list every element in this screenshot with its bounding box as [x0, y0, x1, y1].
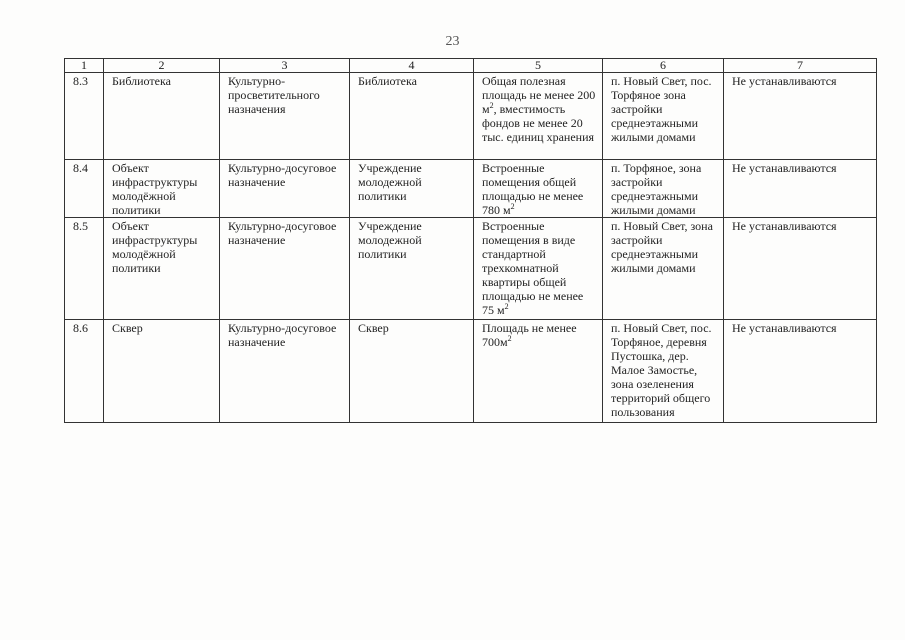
row-number: 8.6 — [65, 320, 104, 423]
object-name: Объект инфраструктуры молодёжной политики — [104, 218, 220, 320]
column-header: 2 — [104, 59, 220, 73]
table-row — [65, 73, 877, 160]
column-header: 7 — [724, 59, 877, 73]
object-name: Сквер — [104, 320, 220, 423]
object-limits: Не устанавливаются — [724, 73, 877, 160]
object-purpose: Культурно-досуговое назначение — [220, 160, 350, 218]
object-location: п. Новый Свет, пос. Торфяное, деревня Пустошка, дер. Малое Замостье, зона озеленения территорий общего пользования — [603, 320, 724, 423]
object-type: Учреждение молодежной политики — [350, 218, 474, 320]
object-type: Сквер — [350, 320, 474, 423]
object-purpose: Культурно-досуговое назначение — [220, 320, 350, 423]
column-header: 3 — [220, 59, 350, 73]
object-location: п. Торфяное, зона застройки среднеэтажными жилыми домами — [603, 160, 724, 218]
parameter-superscript: 2 — [510, 202, 515, 211]
parameter-text: Общая полезная площадь не менее 200 м — [482, 74, 596, 116]
object-purpose: Культурно-досуговое назначение — [220, 218, 350, 320]
parameter-text-tail: , вместимость фондов не менее 20 тыс. единиц хранения — [482, 102, 595, 144]
object-parameters — [474, 160, 603, 218]
object-parameters — [474, 73, 603, 160]
column-header: 1 — [65, 59, 104, 73]
object-location: п. Новый Свет, зона застройки среднеэтажными жилыми домами — [603, 218, 724, 320]
table-row — [65, 218, 877, 320]
row-number: 8.5 — [65, 218, 104, 320]
row-number: 8.4 — [65, 160, 104, 218]
parameter-text: Площадь не менее 700м — [482, 321, 577, 349]
column-header: 6 — [603, 59, 724, 73]
object-name: Объект инфраструктуры молодёжной политики — [104, 160, 220, 218]
parameter-superscript: 2 — [507, 334, 512, 343]
table-row — [65, 160, 877, 218]
parameter-text: Встроенные помещения общей площадью не менее 780 м — [482, 161, 584, 217]
object-purpose: Культурно-просветительного назначения — [220, 73, 350, 160]
object-type: Учреждение молодежной политики — [350, 160, 474, 218]
object-limits: Не устанавливаются — [724, 160, 877, 218]
column-header: 5 — [474, 59, 603, 73]
object-parameters — [474, 218, 603, 320]
object-limits: Не устанавливаются — [724, 218, 877, 320]
header-row — [65, 59, 877, 73]
parameter-superscript: 2 — [489, 101, 494, 110]
object-limits: Не устанавливаются — [724, 320, 877, 423]
table-row — [65, 320, 877, 423]
page-number: 23 — [445, 34, 460, 49]
object-parameters — [474, 320, 603, 423]
column-header: 4 — [350, 59, 474, 73]
object-location: п. Новый Свет, пос. Торфяное зона застройки среднеэтажными жилыми домами — [603, 73, 724, 160]
object-name: Библиотека — [104, 73, 220, 160]
parameter-text: Встроенные помещения в виде стандартной трехкомнатной квартиры общей площадью не менее 75 м — [482, 219, 584, 317]
row-number: 8.3 — [65, 73, 104, 160]
facilities-table — [64, 58, 877, 423]
parameter-superscript: 2 — [504, 302, 509, 311]
object-type: Библиотека — [350, 73, 474, 160]
